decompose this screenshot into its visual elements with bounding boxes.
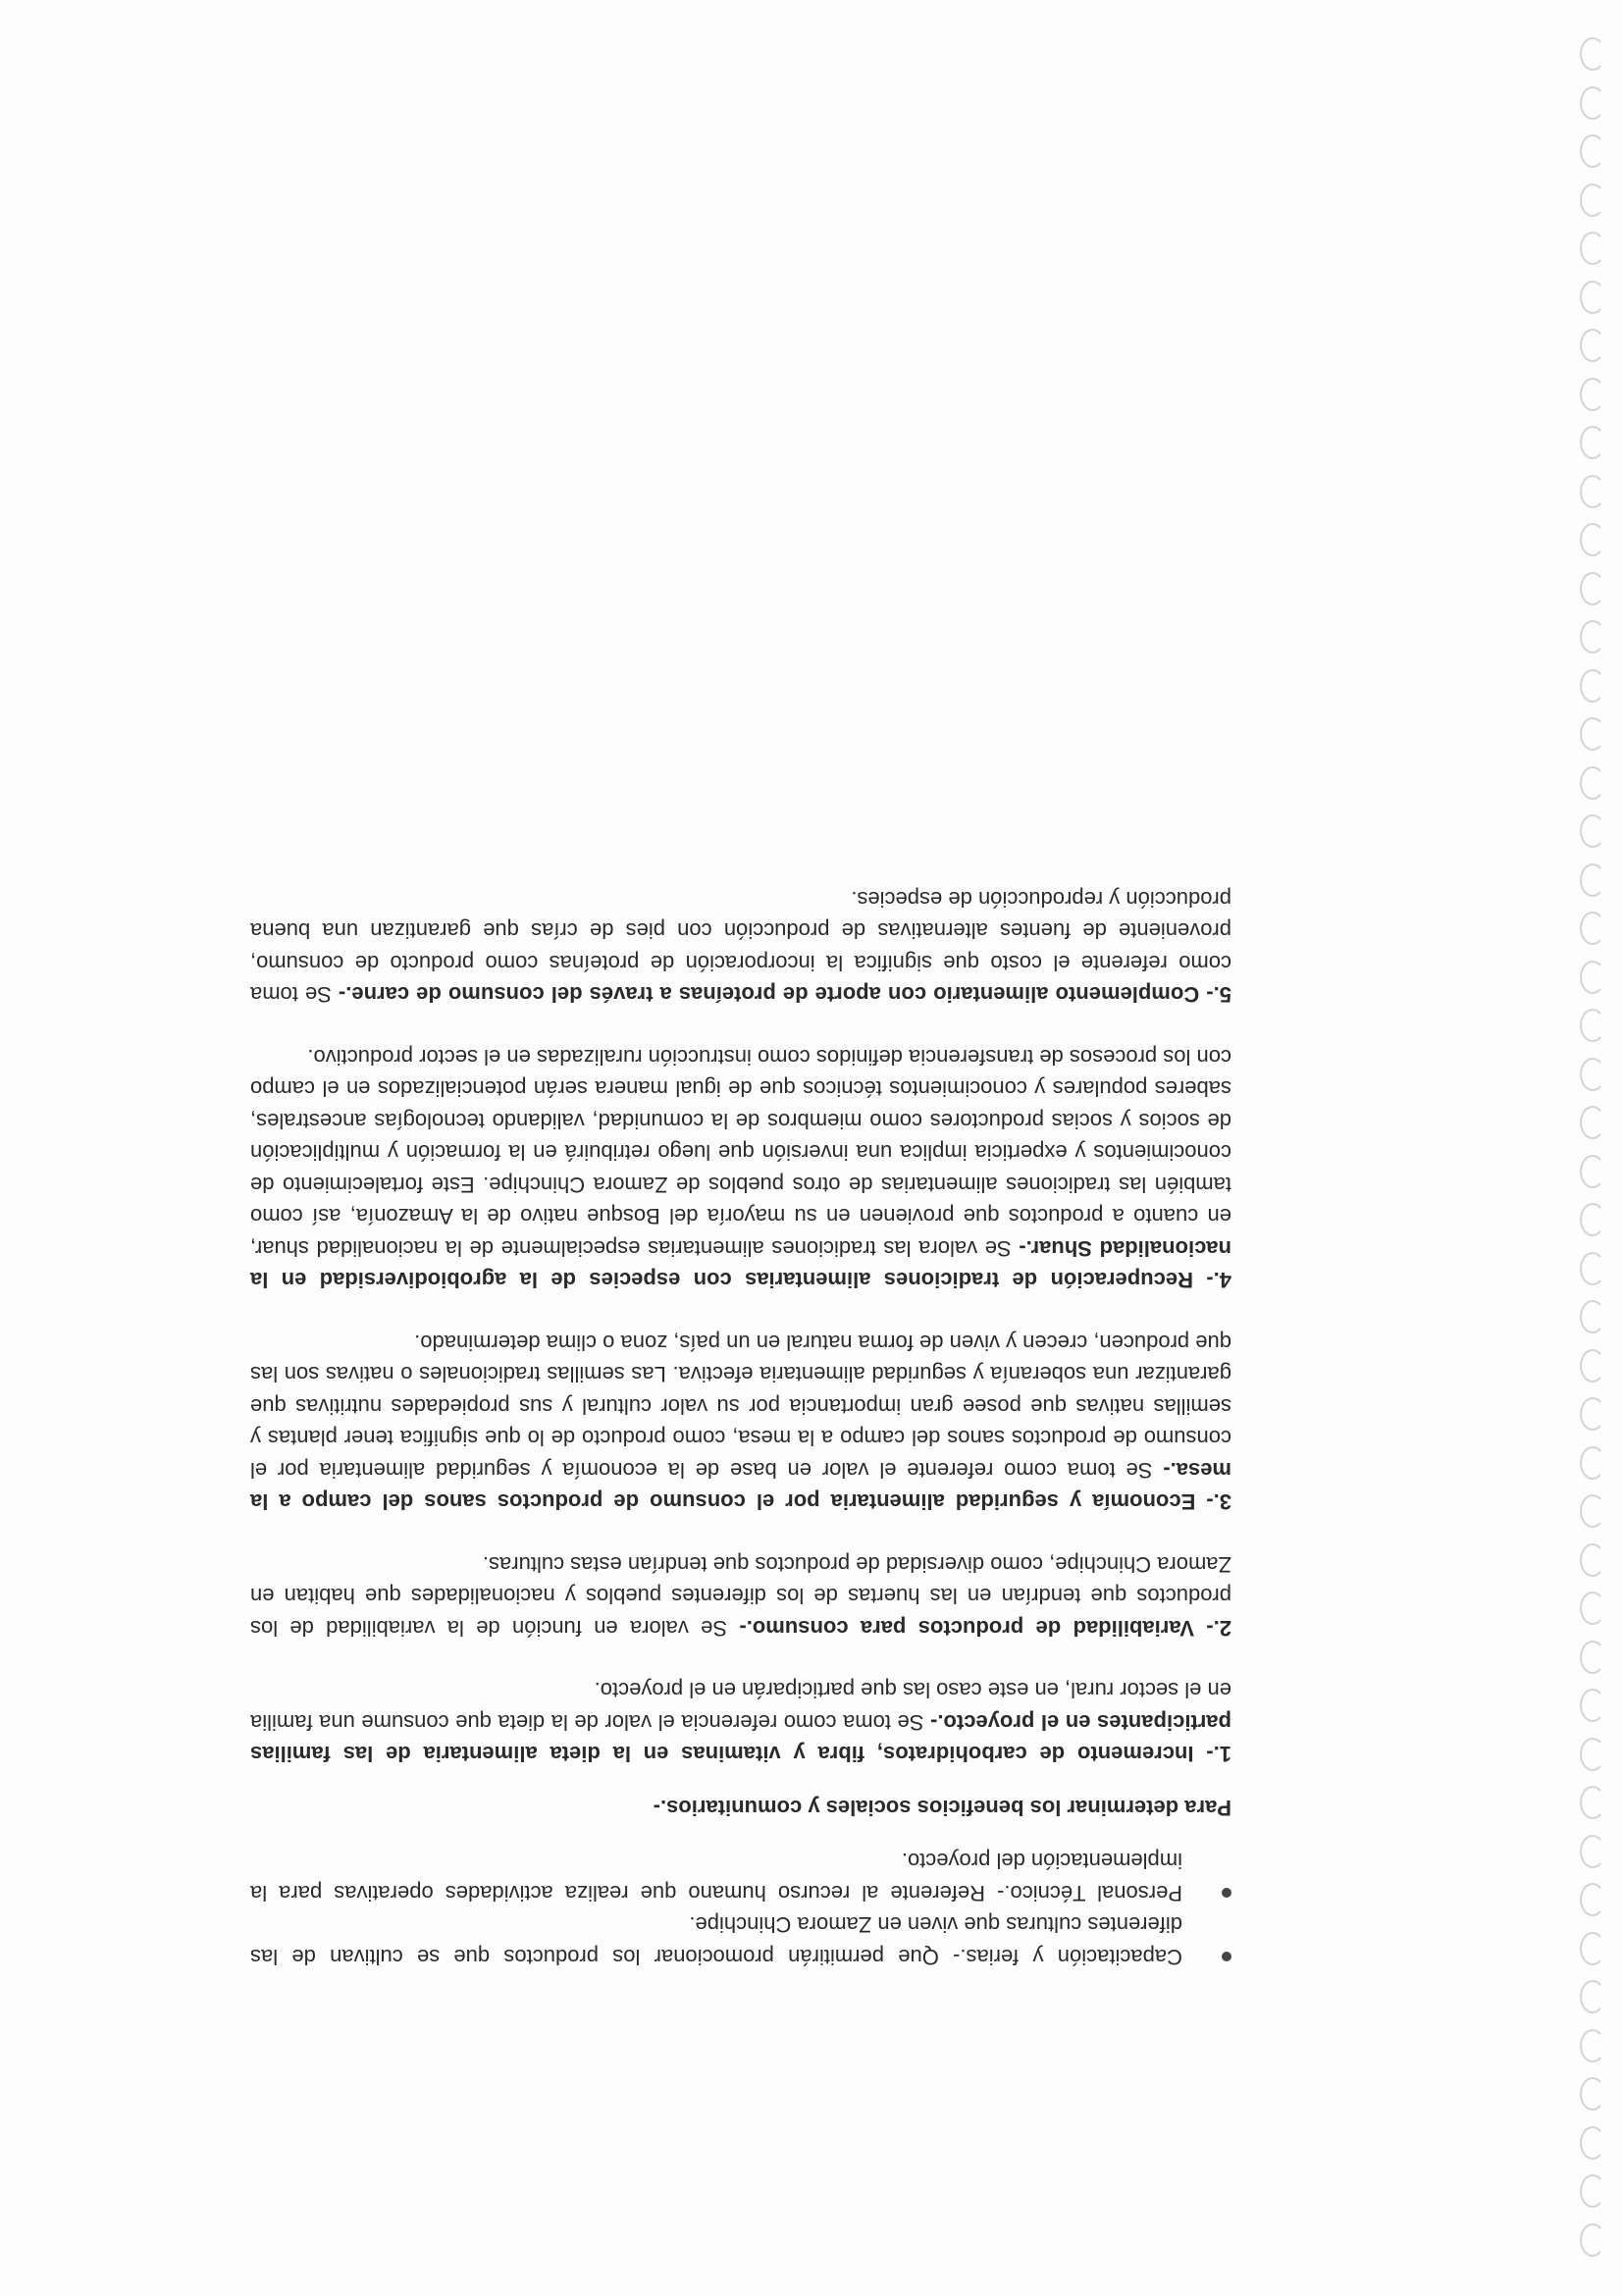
binder-ring <box>1580 1058 1605 1091</box>
benefit-item-2 <box>250 1548 1231 1644</box>
binder-ring <box>1580 1543 1605 1577</box>
binder-ring <box>1580 766 1605 800</box>
binder-ring <box>1580 2078 1605 2112</box>
binder-ring <box>1580 621 1605 654</box>
bullet-item <box>250 1908 1231 1972</box>
binder-ring <box>1580 1932 1605 1965</box>
binder-ring <box>1580 961 1605 994</box>
benefit-item-4 <box>250 1041 1231 1296</box>
binder-ring <box>1580 1252 1605 1285</box>
binder-ring <box>1580 1592 1605 1626</box>
binder-ring <box>1580 1787 1605 1820</box>
benefit-body: Se valora las tradiciones alimentarias especialmente de la nacionalidad shuar, en cuanto a productos que provienen en su mayoría del Bosque nativo de la Amazonía, así como también las tradiciones alimentarias de otros pueblos de Zamora Chinchipe. Este fortalecimiento de conocimientos y experticia implica una inversión que luego retribuirá en la formación y multiplicación de socios y socias productores como miembros de la comunidad, validando tecnologías ancestrales, saberes populares y conocimientos técnicos que de igual manera serán potencializados en el campo con los procesos de transferencia definidos como instrucción ruralizadas en el sector productivo. <box>249 1045 1231 1261</box>
benefit-body: Se toma como referente el valor en base de la economía y seguridad alimentaria por el consumo de productos sanos del campo a la mesa, como producto de lo que significa tener plantas y semillas nativas que posee gran importancia por su valor cultural y sus propiedades nutritivas que garantizar una soberanía y seguridad alimentaria efectiva. Las semillas tradicionales o nativas son las que producen, crecen y viven de forma natural en un país, zona o clima determinado. <box>250 1331 1231 1483</box>
binder-ring <box>1580 330 1605 363</box>
binder-ring <box>1580 1981 1605 2014</box>
benefit-item-1 <box>250 1674 1231 1770</box>
bullet-text: Capacitación y ferias.- Que permitirán promocionar los productos que se cultivan de las diferentes culturas que viven en Zamora Chinchipe. <box>250 1912 1182 1969</box>
binder-ring <box>1580 233 1605 266</box>
binder-ring <box>1580 1738 1605 1771</box>
benefit-item-5 <box>250 883 1231 1011</box>
binder-ring <box>1580 1204 1605 1237</box>
binder-ring <box>1580 815 1605 849</box>
benefit-title: 2.- Variabilidad de productos para consumo.- <box>739 1616 1231 1641</box>
binder-ring <box>1580 2126 1605 2160</box>
document-body <box>250 853 1231 1973</box>
binder-ring <box>1580 1155 1605 1188</box>
benefit-title: 4.- Recuperación de tradiciones alimentarias con especies de la agrobiodiversidad en la nacionalidad Shuar.- <box>250 1236 1231 1293</box>
benefit-item-3 <box>250 1327 1231 1518</box>
binder-ring <box>1580 913 1605 946</box>
section-heading: Para determinar los beneficios sociales y comunitarios.- <box>653 1796 1231 1820</box>
binder-ring <box>1580 1641 1605 1674</box>
binder-ring <box>1580 183 1605 217</box>
binder-ring <box>1580 135 1605 169</box>
benefit-title: 3.- Economía y seguridad alimentaria por el consumo de productos sanos del campo a la mesa.- <box>250 1458 1231 1515</box>
binder-ring <box>1580 1301 1605 1334</box>
binder-ring <box>1580 1010 1605 1043</box>
binder-ring <box>1580 2029 1605 2062</box>
bullet-text: Personal Técnico.- Referente al recurso humano que realiza actividades operativas para la implementación del proyecto. <box>250 1849 1182 1905</box>
binder-ring <box>1580 1884 1605 1917</box>
binder-ring <box>1580 524 1605 557</box>
benefit-body: Se toma como referencia el valor de la dieta que consume una familia en el sector rural, en este caso las que participarán en el proyecto. <box>250 1678 1231 1735</box>
binder-ring <box>1580 718 1605 752</box>
bullet-list <box>250 1845 1231 1972</box>
benefit-body: Se toma como referente el costo que significa la incorporación de proteínas como producto de consumo, proveniente de fuentes alternativas de producción con pies de crías que garantizan una buena producción y reproducción de especies. <box>250 887 1231 1008</box>
binder-ring <box>1580 1349 1605 1383</box>
binder-ring <box>1580 378 1605 411</box>
binder-ring <box>1580 1690 1605 1723</box>
binder-ring <box>1580 86 1605 120</box>
benefit-body: Se valora en función de la variabilidad de los productos que tendrían en las huertas de los diferentes pueblos y nacionalidades que habitan en Zamora Chinchipe, como diversidad de productos que tendrían estas culturas. <box>250 1552 1231 1641</box>
bullet-dot-icon <box>1222 1952 1231 1961</box>
binder-ring <box>1580 1495 1605 1529</box>
binder-rings <box>1570 0 1615 2296</box>
binder-ring <box>1580 2223 1605 2257</box>
binder-ring <box>1580 669 1605 703</box>
binder-ring <box>1580 1446 1605 1480</box>
benefit-title: 5.- Complemento alimentario con aporte de proteínas a través del consumo de carne.- <box>338 982 1231 1008</box>
binder-ring <box>1580 1398 1605 1432</box>
bullet-dot-icon <box>1222 1888 1231 1898</box>
bullet-item <box>250 1845 1231 1908</box>
binder-ring <box>1580 475 1605 508</box>
binder-ring <box>1580 281 1605 314</box>
binder-ring <box>1580 2175 1605 2209</box>
binder-ring <box>1580 1107 1605 1140</box>
binder-ring <box>1580 1835 1605 1868</box>
benefit-title: 1.- Incremento de carbohidratos, fibra y vitaminas en la dieta alimentaria de las familias participantes en el proyecto.- <box>250 1710 1231 1767</box>
binder-ring <box>1580 38 1605 72</box>
binder-ring <box>1580 863 1605 897</box>
binder-ring <box>1580 572 1605 605</box>
binder-ring <box>1580 427 1605 460</box>
